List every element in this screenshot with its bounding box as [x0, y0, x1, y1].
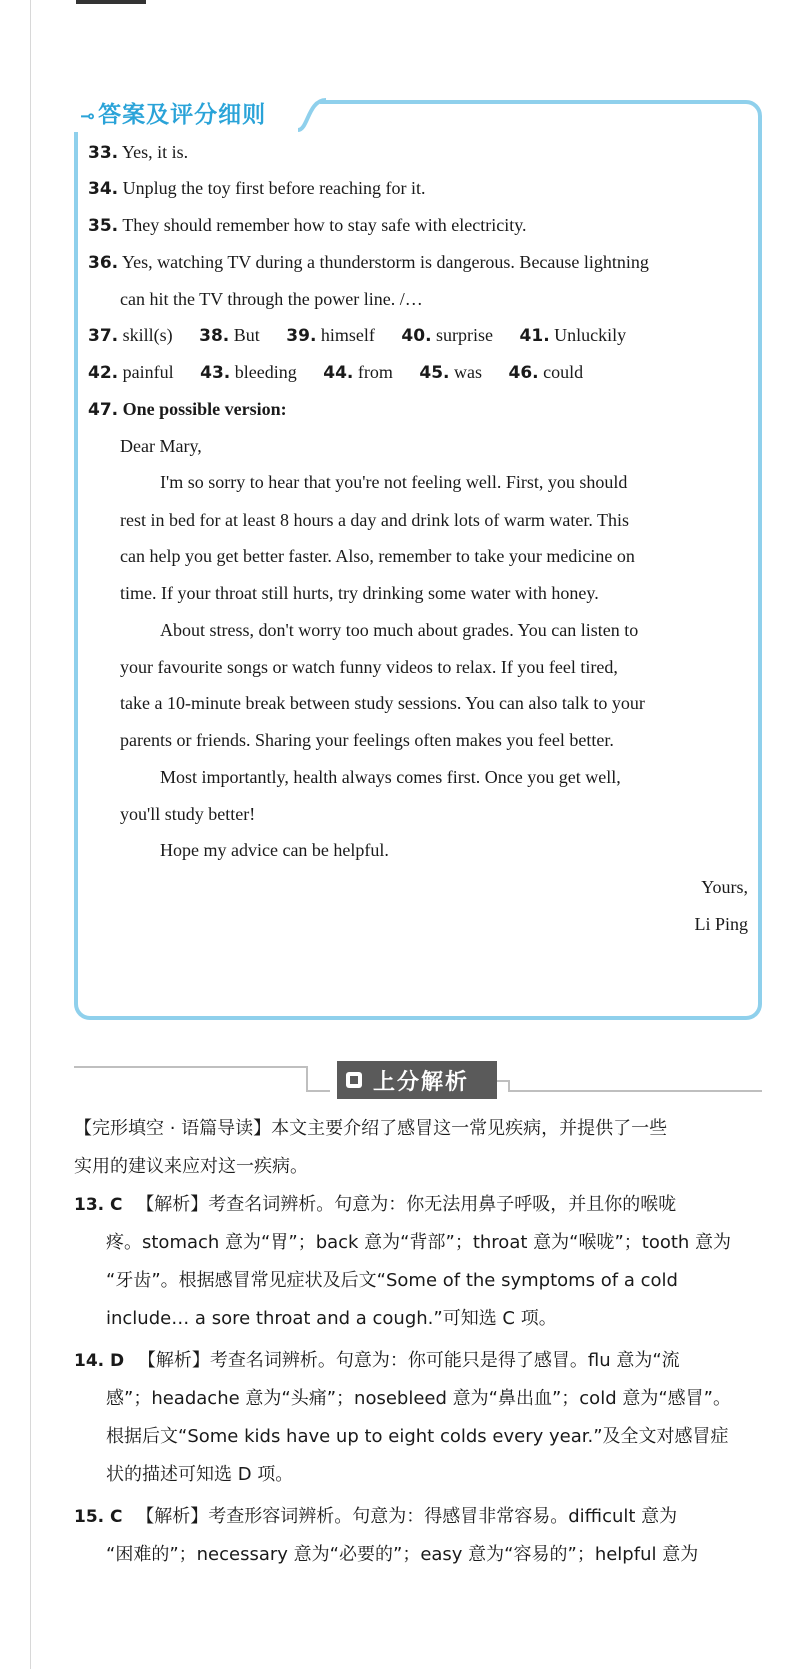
analysis-q14: 14. D 【解析】考查名词辨析。句意为：你可能只是得了感冒。flu 意为“流: [74, 1350, 680, 1371]
letter-line: take a 10-minute break between study sessions. You can also talk to your: [120, 693, 645, 713]
analysis-q14-line: 根据后文“Some kids have up to eight colds every year.”及全文对感冒症: [106, 1426, 729, 1447]
section-rule-left-end: [306, 1090, 330, 1092]
answer-section-title: ⊸答案及评分细则: [80, 102, 267, 128]
section-square-icon: [346, 1072, 362, 1088]
analysis-q14-line: 感”；headache 意为“头痛”；nosebleed 意为“鼻出血”；cold 意为“感冒”。: [106, 1388, 731, 1409]
answer-row-37-41: 37. skill(s) 38. But 39. himself 40. surprise 41. Unluckily: [88, 325, 627, 346]
question-47-label: 47. One possible version:: [88, 399, 287, 420]
answer-item: 35. They should remember how to stay safe with electricity.: [88, 215, 527, 236]
section-rule-left: [74, 1066, 308, 1068]
section-rule-left-tick: [306, 1066, 308, 1092]
answer-row-42-46: 42. painful 43. bleeding 44. from 45. was 46. could: [88, 362, 584, 383]
analysis-section-title: 上分解析: [337, 1061, 497, 1099]
section-rule-right: [508, 1090, 762, 1092]
page-top-mark: [76, 0, 146, 4]
letter-line: parents or friends. Sharing your feelings often makes you feel better.: [120, 730, 614, 750]
analysis-intro-line: 实用的建议来应对这一疾病。: [74, 1156, 308, 1177]
letter-line: rest in bed for at least 8 hours a day and drink lots of warm water. This: [120, 510, 630, 530]
analysis-q15-line: “困难的”；necessary 意为“必要的”；easy 意为“容易的”；helpful 意为: [106, 1544, 699, 1565]
letter-greeting: Dear Mary,: [120, 436, 202, 456]
analysis-q13: 13. C 【解析】考查名词辨析。句意为：你无法用鼻子呼吸，并且你的喉咙: [74, 1194, 677, 1215]
answer-item: 36. Yes, watching TV during a thunderstorm is dangerous. Because lightning: [88, 252, 649, 273]
analysis-q15: 15. C 【解析】考查形容词辨析。句意为：得感冒非常容易。difficult 意为: [74, 1506, 678, 1527]
answer-item: 34. Unplug the toy first before reaching for it.: [88, 178, 426, 199]
tab-curve-decoration: [296, 96, 330, 134]
letter-line: you'll study better!: [120, 804, 256, 824]
letter-signature: Li Ping: [694, 914, 748, 934]
letter-line: About stress, don't worry too much about grades. You can listen to: [160, 620, 639, 640]
letter-line: Most importantly, health always comes first. Once you get well,: [160, 767, 621, 787]
analysis-q14-line: 状的描述可知选 D 项。: [106, 1464, 294, 1485]
letter-line: can help you get better faster. Also, remember to take your medicine on: [120, 546, 635, 566]
letter-closing: Yours,: [701, 877, 748, 897]
key-icon: ⊸: [80, 106, 97, 127]
analysis-q13-line: 疼。stomach 意为“胃”；back 意为“背部”；throat 意为“喉咙”；tooth 意为: [106, 1232, 732, 1253]
letter-line: Hope my advice can be helpful.: [160, 840, 389, 860]
answer-item: 33. Yes, it is.: [88, 142, 189, 163]
answer-item-continuation: can hit the TV through the power line. /…: [120, 289, 423, 309]
letter-line: your favourite songs or watch funny videos to relax. If you feel tired,: [120, 657, 618, 677]
analysis-intro-line: 【完形填空 · 语篇导读】本文主要介绍了感冒这一常见疾病，并提供了一些: [74, 1118, 668, 1139]
page-left-rule: [30, 0, 31, 1669]
analysis-q13-line: include… a sore throat and a cough.”可知选 C 项。: [106, 1308, 557, 1329]
letter-line: time. If your throat still hurts, try drinking some water with honey.: [120, 583, 599, 603]
analysis-q13-line: “牙齿”。根据感冒常见症状及后文“Some of the symptoms of a cold: [106, 1270, 678, 1291]
letter-line: I'm so sorry to hear that you're not feeling well. First, you should: [160, 472, 628, 492]
